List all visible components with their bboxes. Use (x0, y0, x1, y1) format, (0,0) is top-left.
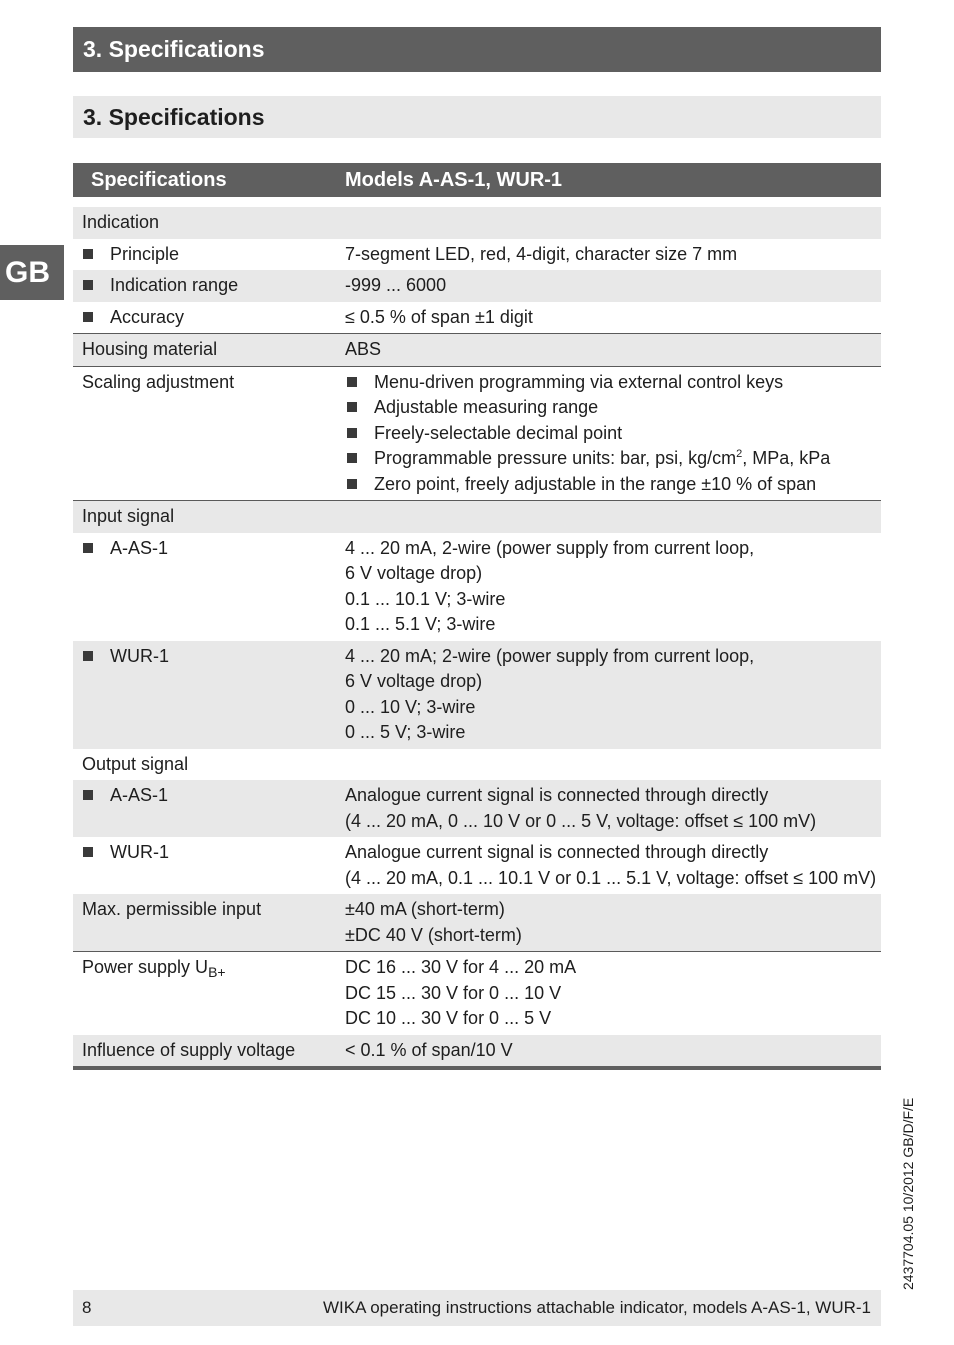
row-label: Influence of supply voltage (82, 1039, 296, 1060)
bullet-square-icon (347, 479, 357, 489)
bullet-square-icon (347, 453, 357, 463)
chapter-header (73, 27, 881, 72)
row-label: Principle (110, 243, 180, 264)
bullet-square-icon (83, 847, 93, 857)
row-value: Analogue current signal is connected through directly (4 ... 20 mA, 0 ... 10 V or 0 ... 5 V, voltage: offset ≤ 100 mV) (345, 785, 817, 831)
scaling-list (345, 370, 881, 498)
row-value: Analogue current signal is connected through directly (4 ... 20 mA, 0.1 ... 10.1 V or 0.1 ... 5.1 V, voltage: offset ≤ 100 mV) (345, 842, 877, 888)
page-number: 8 (82, 1298, 92, 1317)
bullet-square-icon (83, 249, 93, 259)
table-row-max-input (73, 894, 881, 951)
row-value: ±40 mA (short-term) ±DC 40 V (short-term) (345, 899, 522, 945)
table-row-principle (73, 239, 881, 271)
row-label: A-AS-1 (110, 537, 169, 558)
row-label: Max. permissible input (82, 899, 262, 919)
list-item: Freely-selectable decimal point (345, 421, 881, 447)
list-item: Programmable pressure units: bar, psi, $kg/cm^2$, MPa, kPa (345, 446, 881, 472)
specifications-table (73, 163, 881, 1070)
table-row-indication-range (73, 270, 881, 302)
section-header (73, 96, 881, 138)
table-header (73, 163, 881, 197)
table-row-indication (73, 207, 881, 239)
bullet-square-icon (83, 790, 93, 800)
table-row-accuracy (73, 302, 881, 334)
header-models: Models A-AS-1, WUR-1 (345, 169, 563, 191)
bullet-square-icon (83, 280, 93, 290)
bullet-square-icon (83, 651, 93, 661)
table-row-housing (73, 333, 881, 366)
row-value: ≤ 0.5 % of span ±1 digit (345, 306, 533, 327)
table-row-scaling (73, 366, 881, 501)
language-tab-label: GB (5, 256, 50, 289)
list-item: Zero point, freely adjustable in the range ±10 % of span (345, 472, 881, 498)
table-row-power-supply (73, 951, 881, 1035)
bullet-square-icon (83, 543, 93, 553)
bullet-square-icon (83, 312, 93, 322)
table-row-input-signal (73, 500, 881, 533)
document-code: 2437704.05 10/2012 GB/D/F/E (900, 1097, 916, 1290)
row-label: Scaling adjustment (82, 371, 235, 392)
row-label: Housing material (82, 339, 218, 359)
bullet-square-icon (347, 377, 357, 387)
section-title: 3. Specifications (83, 104, 265, 130)
row-value: DC 16 ... 30 V for 4 ... 20 mA DC 15 ... 30 V for 0 ... 10 V DC 10 ... 30 V for 0 ... 5 V (345, 957, 577, 1028)
row-value: 4 ... 20 mA, 2-wire (power supply from current loop, 6 V voltage drop) 0.1 ... 10.1 V; 3-wire 0.1 ... 5.1 V; 3-wire (345, 537, 755, 634)
chapter-title: 3. Specifications (83, 36, 265, 62)
row-value: -999 ... 6000 (345, 275, 447, 295)
row-label: Indication range (110, 275, 239, 295)
header-specifications: Specifications (91, 169, 227, 191)
row-label: Input signal (82, 506, 175, 526)
row-label: WUR-1 (110, 645, 169, 666)
row-label: Indication (82, 212, 160, 232)
language-tab (0, 245, 64, 300)
bullet-square-icon (347, 428, 357, 438)
table-end-rule (73, 1066, 881, 1070)
list-item: Adjustable measuring range (345, 395, 881, 421)
row-value: ABS (345, 339, 382, 359)
row-value: < 0.1 % of span/10 V (345, 1039, 513, 1060)
row-label: A-AS-1 (110, 785, 169, 805)
table-row-influence (73, 1035, 881, 1067)
row-label: Power supply $U_{B+}$ (82, 957, 226, 980)
bullet-square-icon (347, 402, 357, 412)
row-label: WUR-1 (110, 842, 169, 862)
footer-text: WIKA operating instructions attachable indicator, models A-AS-1, WUR-1 (322, 1298, 871, 1317)
row-label: Output signal (82, 753, 189, 774)
row-value: 4 ... 20 mA; 2-wire (power supply from current loop, 6 V voltage drop) 0 ... 10 V; 3-wire 0 ... 5 V; 3-wire (345, 645, 755, 742)
table-row-output-wur1 (73, 837, 881, 894)
row-value: 7-segment LED, red, 4-digit, character size 7 mm (345, 243, 738, 264)
table-row-input-wur1 (73, 641, 881, 749)
table-row-output-aas1 (73, 780, 881, 837)
table-row-output-signal (73, 749, 881, 781)
list-item: Menu-driven programming via external control keys (345, 370, 881, 396)
table-row-input-aas1 (73, 533, 881, 641)
row-label: Accuracy (110, 306, 185, 327)
page-footer (73, 1290, 881, 1326)
